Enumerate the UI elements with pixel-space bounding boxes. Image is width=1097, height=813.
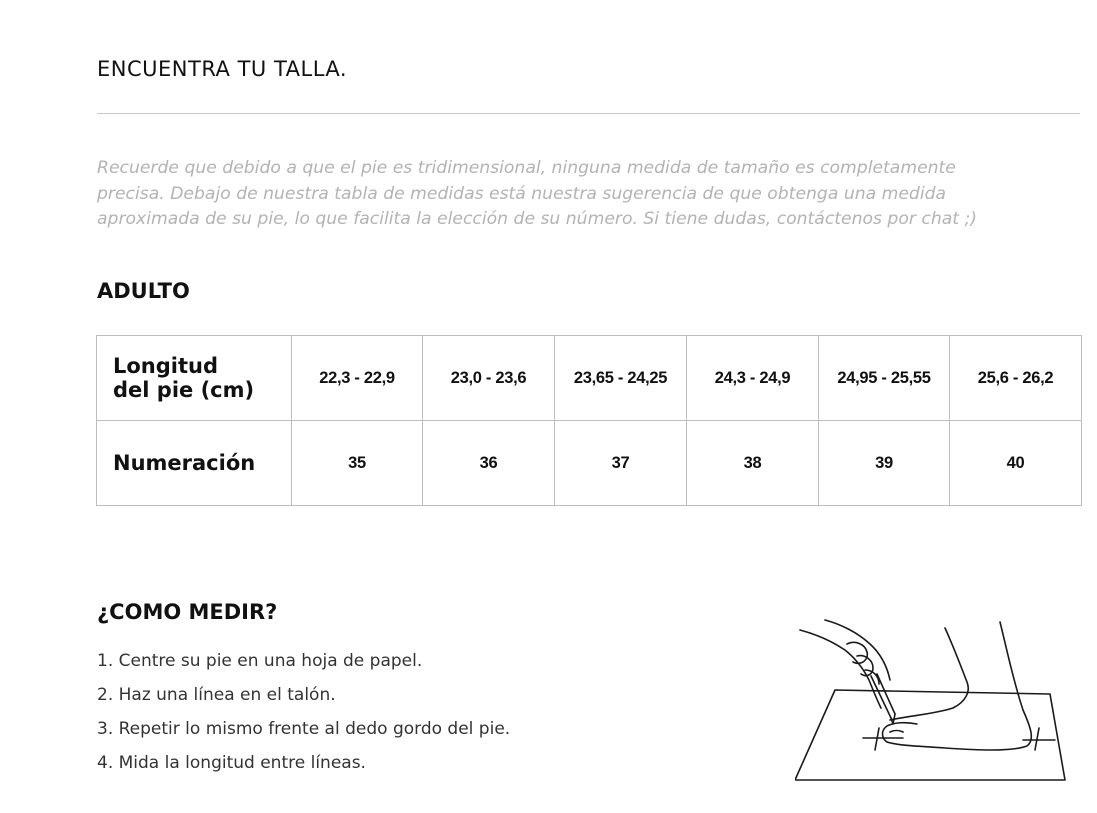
length-cell: 22,3 - 22,9 — [292, 336, 423, 421]
size-cell: 39 — [819, 421, 950, 506]
intro-line: aproximada de su pie, lo que facilita la elección de su número. Si tiene dudas, contáctenos por chat ;) — [97, 209, 977, 229]
intro-line: precisa. Debajo de nuestra tabla de medidas está nuestra sugerencia de que obtenga una medida — [97, 183, 947, 204]
length-label-unit: del pie (cm) — [113, 378, 255, 402]
length-cell: 23,0 - 23,6 — [423, 336, 555, 421]
foot-measuring-illustration — [795, 610, 1085, 790]
length-header-cell — [97, 336, 292, 421]
list-item: 4. Mida la longitud entre líneas. — [97, 753, 366, 773]
steps-list — [97, 648, 510, 784]
intro-line: Recuerde que debido a que el pie es tridimensional, ninguna medida de tamaño es completamente — [97, 158, 956, 178]
adult-heading: ADULTO — [97, 279, 190, 303]
how-to-measure-heading: ¿COMO MEDIR? — [97, 600, 278, 624]
size-cell: 36 — [423, 421, 555, 506]
page-title: ENCUENTRA TU TALLA. — [97, 57, 348, 81]
length-cell: 24,3 - 24,9 — [687, 336, 819, 421]
table-row — [97, 336, 1082, 421]
size-cell: 40 — [950, 421, 1082, 506]
length-cell: 24,95 - 25,55 — [819, 336, 950, 421]
size-cell: 38 — [687, 421, 819, 506]
size-table — [96, 335, 1082, 506]
list-item: 1. Centre su pie en una hoja de papel. — [97, 651, 423, 671]
list-item: 3. Repetir lo mismo frente al dedo gordo del pie. — [97, 719, 511, 739]
size-cell: 35 — [292, 421, 423, 506]
table-row — [97, 421, 1082, 506]
length-cell: 23,65 - 24,25 — [555, 336, 687, 421]
intro-text — [97, 156, 1097, 233]
length-label: Longitud — [113, 354, 219, 378]
length-cell: 25,6 - 26,2 — [950, 336, 1082, 421]
size-header-cell: Numeración — [97, 421, 292, 506]
divider — [97, 113, 1080, 114]
size-cell: 37 — [555, 421, 687, 506]
list-item: 2. Haz una línea en el talón. — [97, 685, 336, 705]
